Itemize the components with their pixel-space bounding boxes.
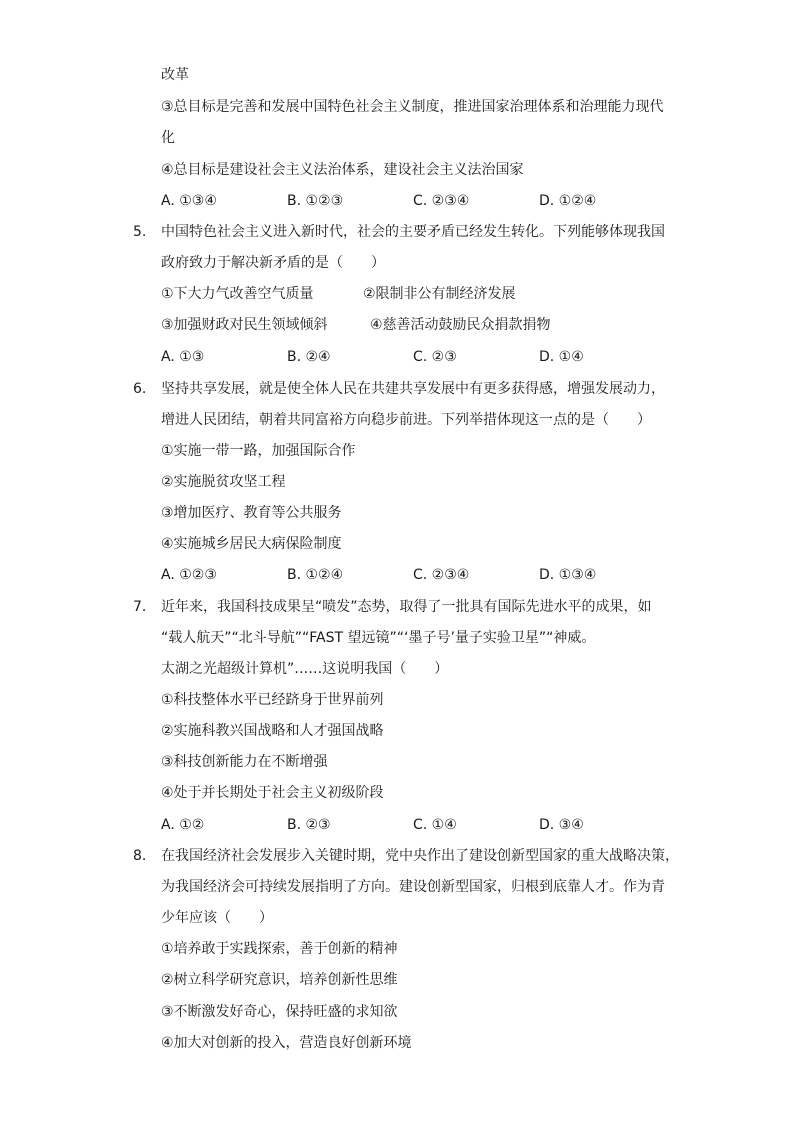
question-5-stem-cont: 政府致力于解决新矛盾的是（ ） — [161, 255, 385, 271]
question-6-option-b: B. ①②④ — [287, 567, 344, 583]
question-7-item-1: ①科技整体水平已经跻身于世界前列 — [161, 692, 384, 708]
question-7-option-c: C. ①④ — [413, 817, 457, 833]
prev-option-a: A. ①③④ — [161, 193, 217, 209]
question-5-item-1: ①下大力气改善空气质量 — [161, 286, 314, 302]
question-7-option-b: B. ②③ — [287, 817, 331, 833]
question-8-item-3: ③不断激发好奇心，保持旺盛的求知欲 — [161, 1004, 398, 1020]
question-5-item-3: ③加强财政对民生领域倾斜 — [161, 317, 328, 333]
question-7-option-d: D. ③④ — [539, 817, 584, 833]
question-5-option-c: C. ②③ — [413, 349, 457, 365]
question-5-stem: 中国特色社会主义进入新时代，社会的主要矛盾已经发生转化。下列能够体现我国 — [161, 224, 665, 240]
question-7-stem-cont-2: 太湖之光超级计算机”……这说明我国（ ） — [161, 661, 449, 677]
question-5-option-a: A. ①③ — [161, 349, 205, 365]
question-8-item-2: ②树立科学研究意识，培养创新性思维 — [161, 972, 398, 988]
question-6-item-3: ③增加医疗、教育等公共服务 — [161, 505, 342, 521]
question-6-option-d: D. ①③④ — [539, 567, 597, 583]
question-5-number: 5. — [133, 224, 147, 240]
question-6-stem: 坚持共享发展，就是使全体人民在共建共享发展中有更多获得感，增强发展动力， — [161, 381, 665, 397]
question-5-option-b: B. ②④ — [287, 349, 331, 365]
question-7-option-a: A. ①② — [161, 817, 205, 833]
question-7-stem: 近年来，我国科技成果呈“喷发”态势，取得了一批具有国际先进水平的成果，如 — [161, 599, 652, 615]
prev-option-d: D. ①②④ — [539, 193, 597, 209]
question-5-option-d: D. ①④ — [539, 349, 584, 365]
question-5-item-2: ②限制非公有制经济发展 — [363, 286, 516, 302]
prev-question-line: 改革 — [161, 67, 189, 83]
question-5-item-4: ④慈善活动鼓励民众捐款捐物 — [370, 317, 551, 333]
question-7-item-3: ③科技创新能力在不断增强 — [161, 754, 328, 770]
question-7-stem-cont-1: “载人航天”“北斗导航”“FAST 望远镜”“‘墨子号’量子实验卫星”“神威。 — [161, 630, 596, 646]
question-6-number: 6. — [133, 381, 147, 397]
question-7-item-2: ②实施科教兴国战略和人才强国战略 — [161, 723, 384, 739]
prev-item-4: ④总目标是建设社会主义法治体系，建设社会主义法治国家 — [161, 162, 524, 178]
question-7-item-4: ④处于并长期处于社会主义初级阶段 — [161, 785, 384, 801]
question-6-item-2: ②实施脱贫攻坚工程 — [161, 474, 286, 490]
question-8-item-1: ①培养敢于实践探索，善于创新的精神 — [161, 941, 398, 957]
question-7-number: 7. — [133, 599, 147, 615]
question-6-stem-cont: 增进人民团结，朝着共同富裕方向稳步前进。下列举措体现这一点的是（ ） — [161, 412, 651, 428]
question-6-item-4: ④实施城乡居民大病保险制度 — [161, 536, 342, 552]
question-8-stem-cont-1: 为我国经济会可持续发展指明了方向。建设创新型国家，归根到底靠人才。作为青 — [161, 879, 665, 895]
question-8-item-4: ④加大对创新的投入，营造良好创新环境 — [161, 1035, 412, 1051]
prev-item-3: ③总目标是完善和发展中国特色社会主义制度，推进国家治理体系和治理能力现代 — [161, 99, 664, 115]
question-8-stem-cont-2: 少年应该（ ） — [161, 910, 273, 926]
question-6-item-1: ①实施一带一路，加强国际合作 — [161, 443, 356, 459]
question-8-stem: 在我国经济社会发展步入关键时期，党中央作出了建设创新型国家的重大战略决策， — [161, 848, 679, 864]
question-8-number: 8. — [133, 848, 147, 864]
prev-option-b: B. ①②③ — [287, 193, 344, 209]
question-6-option-a: A. ①②③ — [161, 567, 217, 583]
question-6-option-c: C. ②③④ — [413, 567, 470, 583]
prev-item-3-cont: 化 — [161, 130, 175, 146]
prev-option-c: C. ②③④ — [413, 193, 470, 209]
